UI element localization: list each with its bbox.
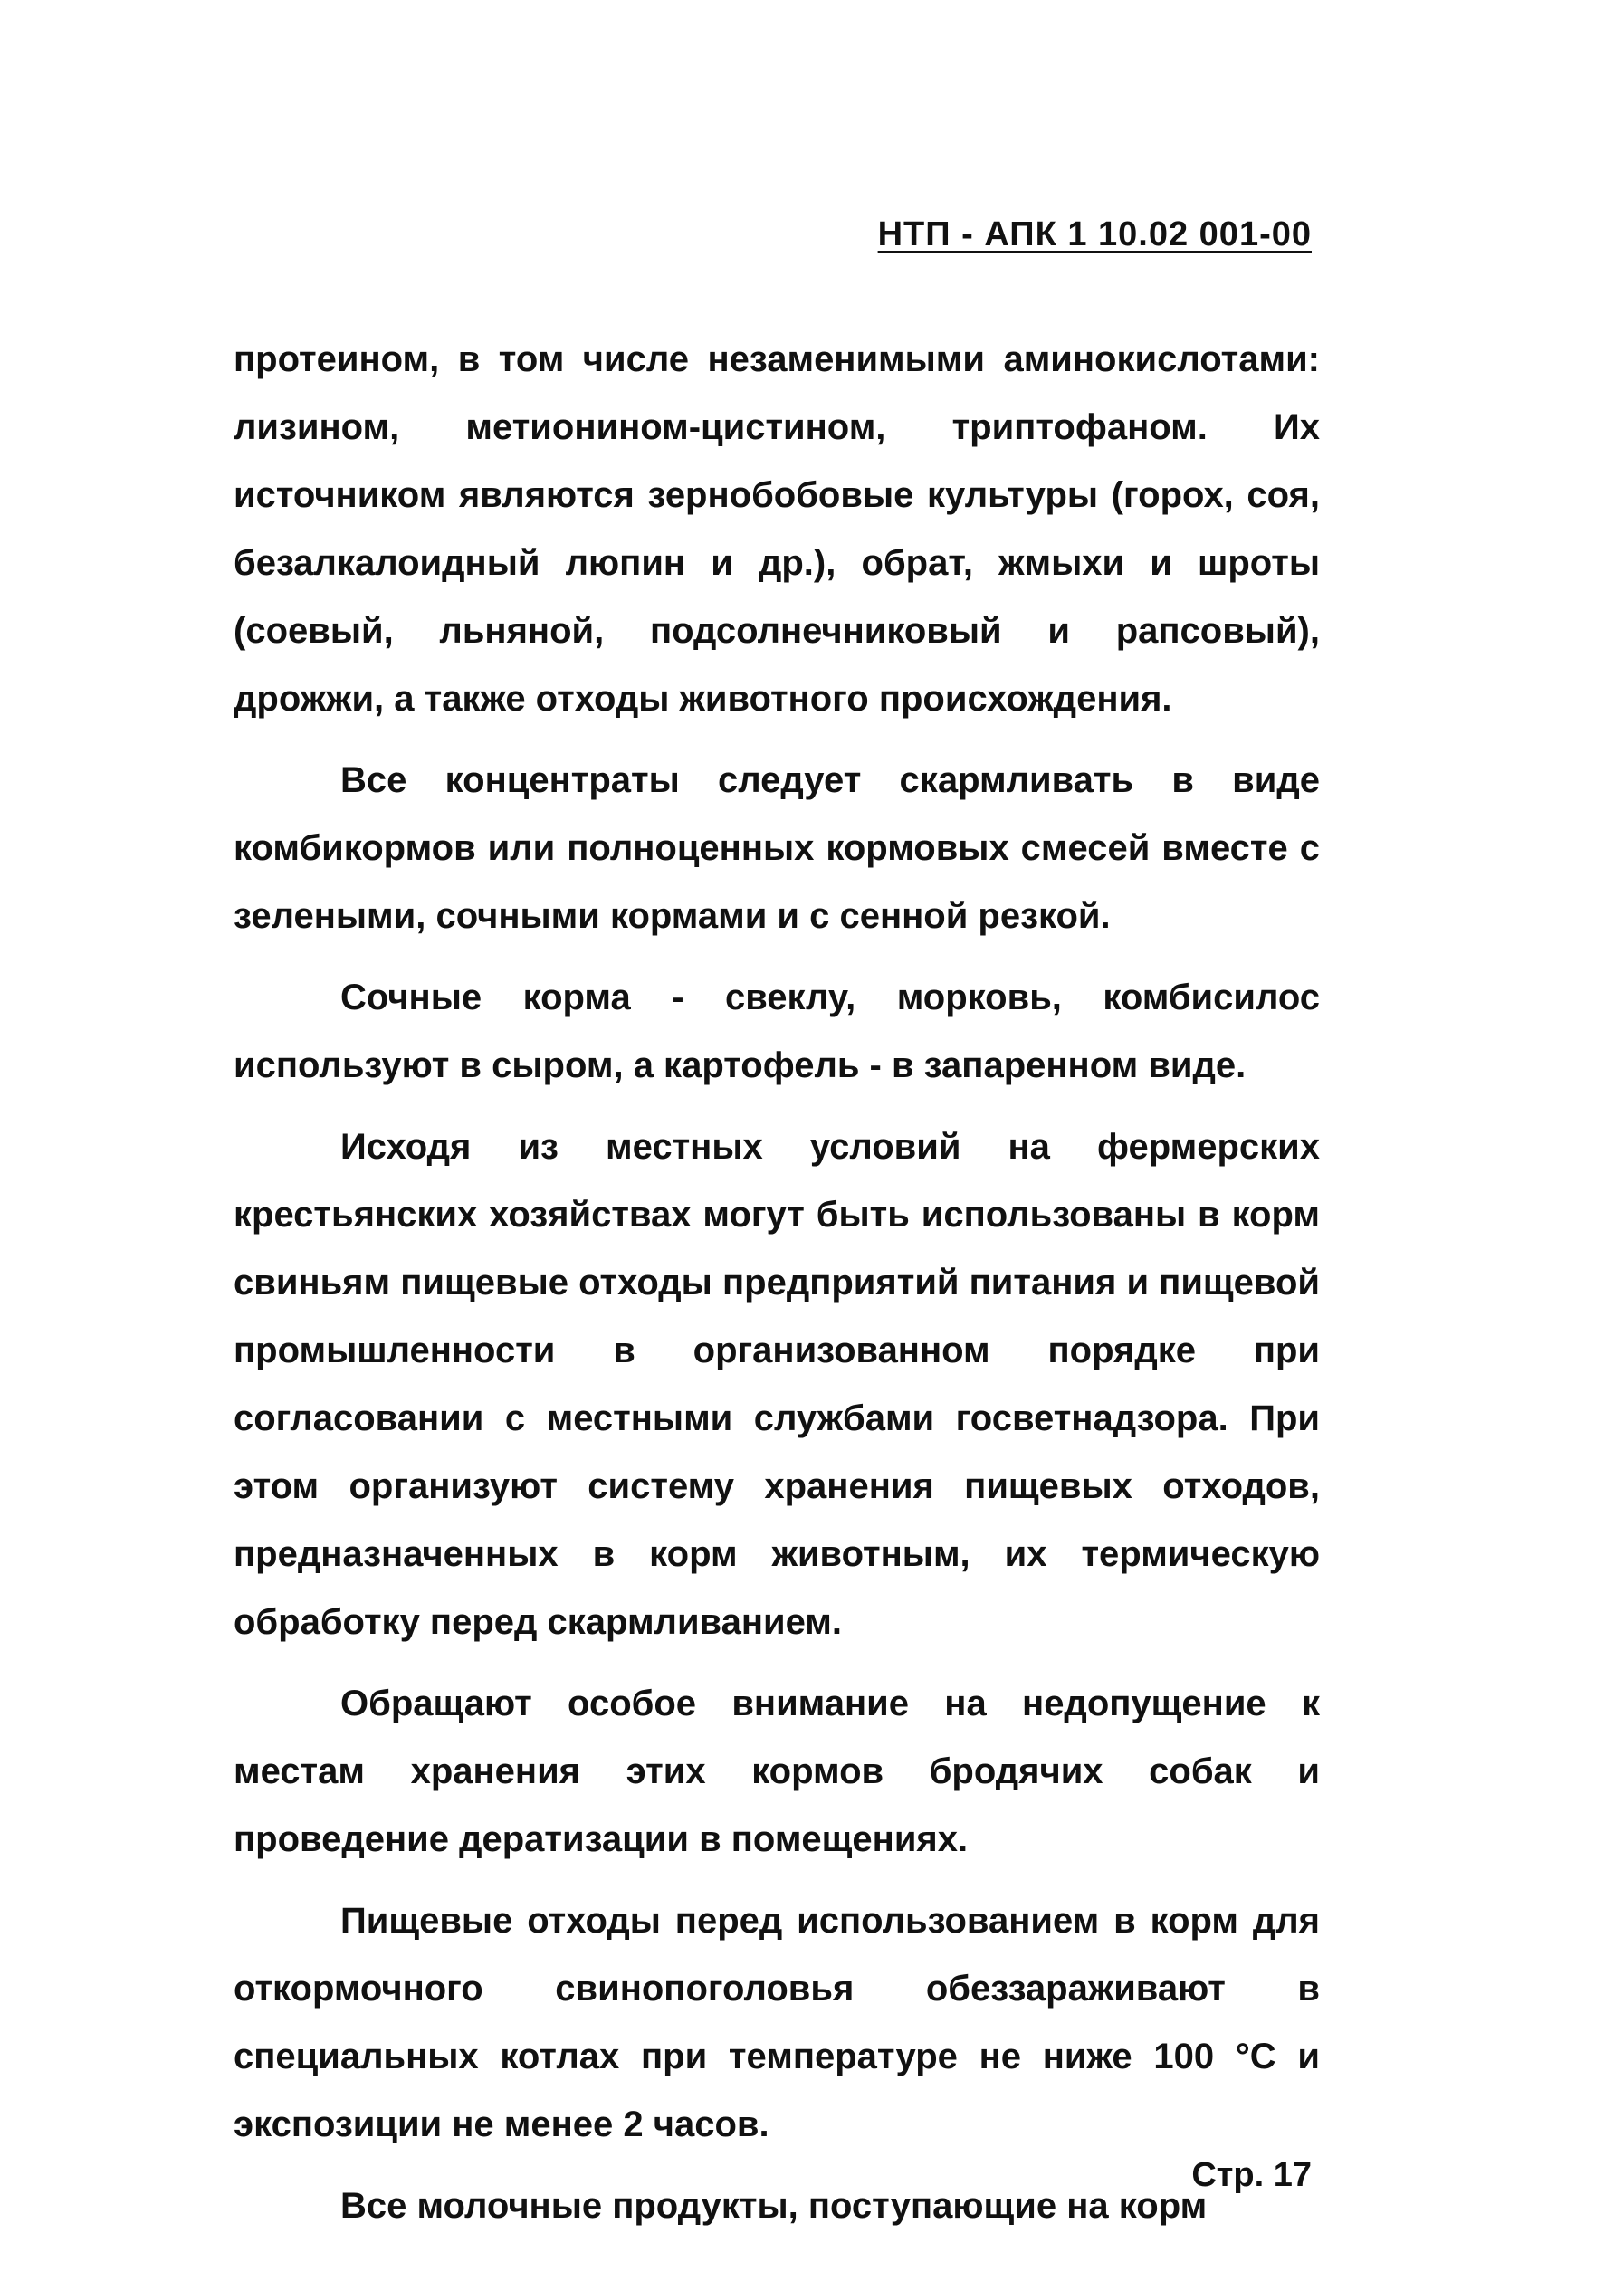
paragraph-6: Пищевые отходы перед использованием в корм для откормочного свинопоголовья обеззараживают в специальных котлах при температуре не ниже 100 °С и экспозиции не менее 2 часов. [234,1901,1320,2144]
page-number: Стр. 17 [1191,2156,1312,2194]
document-body [234,326,1320,2254]
paragraph-1: протеином, в том числе незаменимыми аминокислотами: лизином, метионином-цистином, триптофаном. Их источником являются зернобобовые культуры (горох, соя, безалкалоидный люпин и др.), обрат, жмыхи и шроты (соевый, льняной, подсолнечниковый и рапсовый), дрожжи, а также отходы животного происхождения. [234,339,1320,719]
document-code-header: НТП - АПК 1 10.02 001-00 [877,215,1312,253]
paragraph-2: Все концентраты следует скармливать в виде комбикормов или полноценных кормовых смесей вместе с зелеными, сочными кормами и с сенной резкой. [234,760,1320,936]
paragraph-7: Все молочные продукты, поступающие на корм [340,2186,1208,2226]
paragraph-3: Сочные корма - свеклу, морковь, комбисилос используют в сыром, а картофель - в запаренном виде. [234,978,1320,1085]
paragraph-4: Исходя из местных условий на фермерских крестьянских хозяйствах могут быть использованы в корм свиньям пищевые отходы предприятий питания и пищевой промышленности в организованном порядке при согласовании с местными службами госветнадзора. При этом организуют систему хранения пищевых отходов, предназначенных в корм животным, их термическую обработку перед скармливанием. [234,1127,1320,1642]
paragraph-5: Обращают особое внимание на недопущение к местам хранения этих кормов бродячих собак и проведение дератизации в помещениях. [234,1684,1320,1859]
